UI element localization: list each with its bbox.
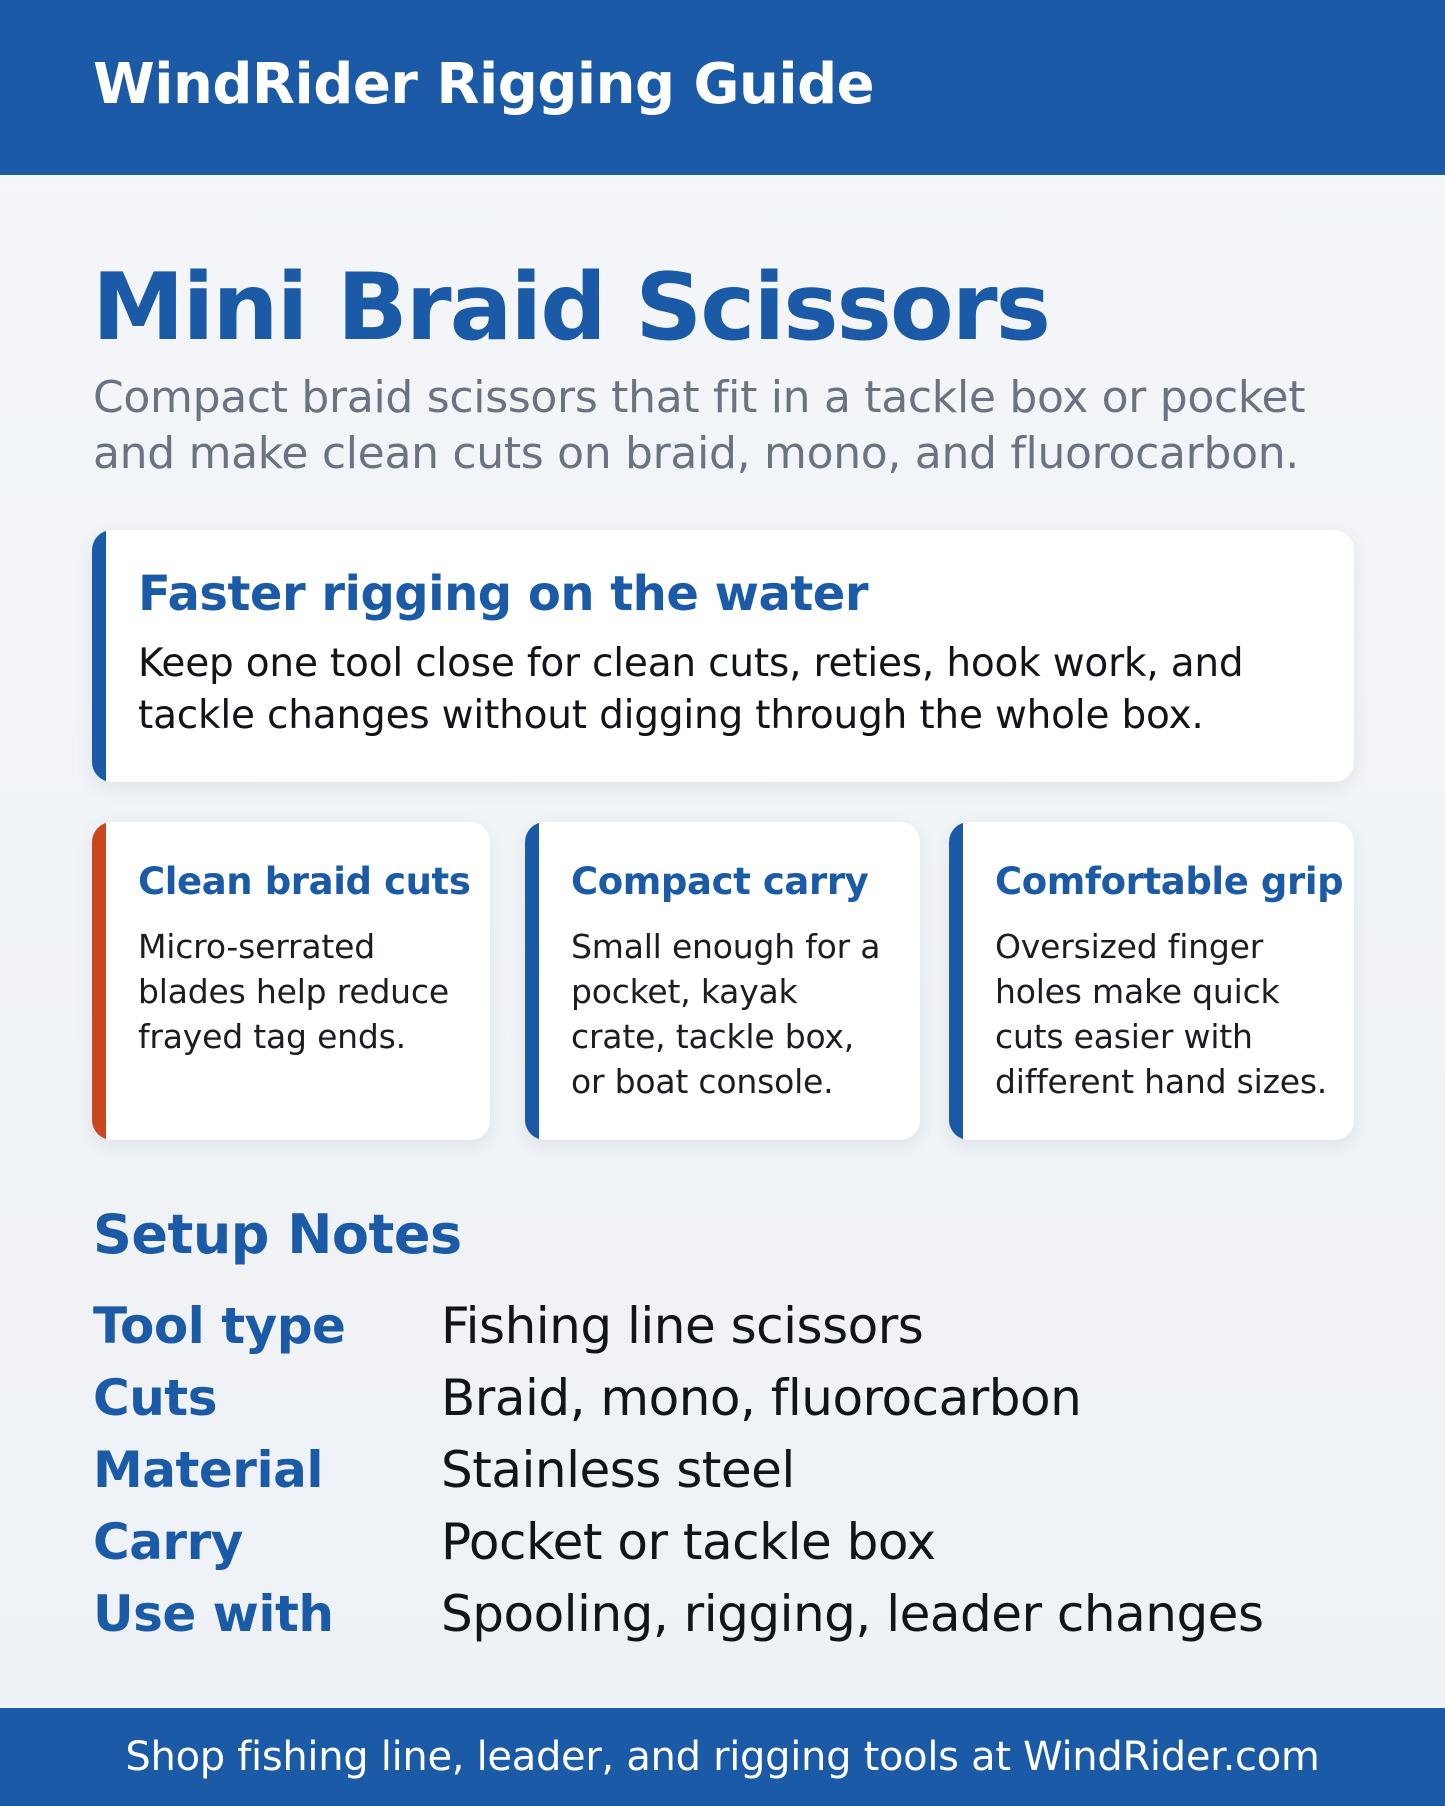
feature-card-line: Micro-serrated — [138, 927, 375, 966]
spec-label: Carry — [93, 1513, 243, 1571]
brand-title: WindRider Rigging Guide — [93, 52, 875, 117]
setup-notes-heading: Setup Notes — [93, 1203, 462, 1266]
feature-card-clean-cuts — [92, 822, 490, 1140]
hero-card-body: Keep one tool close for clean cuts, reties, hook work, and tackle changes without digging through the whole box. — [138, 641, 1244, 738]
feature-card-line: Small enough for a — [571, 927, 881, 966]
hero-card-title: Faster rigging on the water — [138, 566, 869, 622]
feature-card-accent-bar — [525, 822, 539, 1140]
feature-card-line: frayed tag ends. — [138, 1017, 406, 1056]
spec-label: Cuts — [93, 1369, 217, 1427]
spec-label: Use with — [93, 1585, 334, 1643]
product-subtitle: Compact braid scissors that fit in a tackle box or pocket and make clean cuts on braid, mono, and fluorocarbon. — [93, 372, 1306, 479]
product-title: Mini Braid Scissors — [92, 253, 1050, 361]
setup-notes-table — [93, 1290, 1393, 1650]
spec-row — [93, 1434, 1393, 1506]
feature-card-accent-bar — [92, 822, 106, 1140]
feature-card-title: Compact carry — [571, 860, 869, 903]
spec-value: Braid, mono, fluorocarbon — [441, 1369, 1082, 1427]
feature-card-body — [138, 924, 449, 1059]
footer-cta-text: Shop fishing line, leader, and rigging tools at WindRider.com — [125, 1734, 1320, 1780]
spec-value: Spooling, rigging, leader changes — [441, 1585, 1264, 1643]
spec-label: Tool type — [93, 1297, 346, 1355]
spec-label: Material — [93, 1441, 323, 1499]
hero-card-accent-bar — [92, 530, 106, 782]
feature-card-title: Comfortable grip — [995, 860, 1344, 903]
feature-card-accent-bar — [949, 822, 963, 1140]
feature-card-line: Oversized finger — [995, 927, 1264, 966]
hero-card — [92, 530, 1354, 782]
feature-card-comfortable-grip — [949, 822, 1354, 1140]
feature-card-line: cuts easier with — [995, 1017, 1253, 1056]
feature-card-title: Clean braid cuts — [138, 860, 471, 903]
spec-row — [93, 1506, 1393, 1578]
spec-row — [93, 1362, 1393, 1434]
spec-row — [93, 1578, 1393, 1650]
feature-card-compact-carry — [525, 822, 920, 1140]
feature-card-body — [995, 924, 1327, 1104]
spec-value: Fishing line scissors — [441, 1297, 924, 1355]
spec-row — [93, 1290, 1393, 1362]
feature-card-body — [571, 924, 880, 1104]
spec-value: Pocket or tackle box — [441, 1513, 936, 1571]
feature-card-line: blades help reduce — [138, 972, 449, 1011]
feature-card-line: holes make quick — [995, 972, 1280, 1011]
footer-banner — [0, 1708, 1445, 1806]
feature-card-line: different hand sizes. — [995, 1062, 1328, 1101]
spec-value: Stainless steel — [441, 1441, 795, 1499]
feature-card-line: crate, tackle box, — [571, 1017, 855, 1056]
top-banner — [0, 0, 1445, 175]
feature-card-line: or boat console. — [571, 1062, 834, 1101]
feature-card-line: pocket, kayak — [571, 972, 798, 1011]
